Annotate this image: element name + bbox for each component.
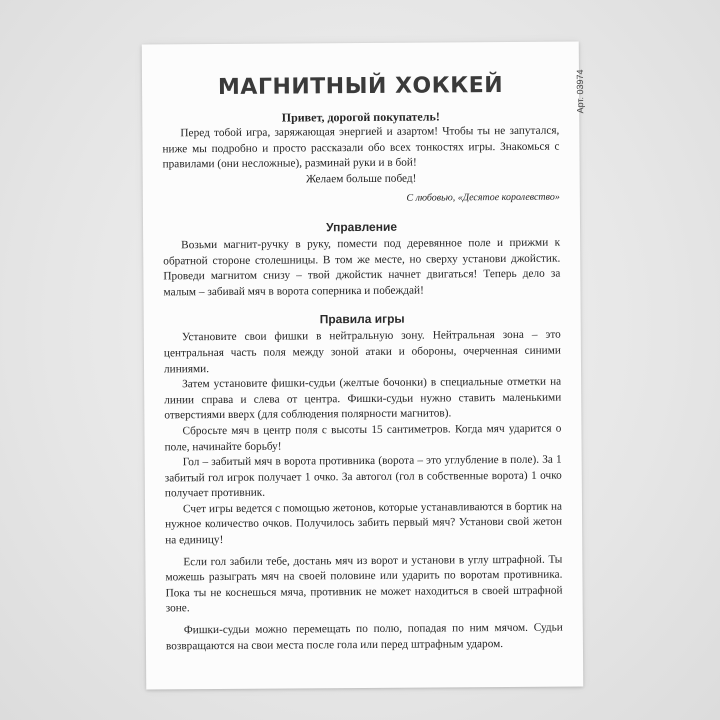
section-heading-rules: Правила игры [319,312,405,327]
signature: С любовью, «Десятое королевство» [406,191,560,205]
sheet-content [162,42,563,655]
control-paragraph: Возьми магнит-ручку в руку, помести под деревянное поле и прижми к обратной стороне столешницы. В том же месте, но сверху установи джойстик. Проведи магнитом снизу – твой джойстик начнет двигаться! Теперь дело за малым – забивай мяч в ворота соперника и побеждай! [163,236,561,299]
greeting: Привет, дорогой покупатель! [281,109,440,125]
rules-paragraph-4: Гол – забитый мяч в ворота противника (ворота – это углубление в поле). За 1 забитый гол игрок получает 1 очко. За автогол (гол в собственные ворота) 1 очко получает противник. [164,453,562,500]
article-number: Арт. 03974 [574,69,586,114]
rules-paragraph-3: Сбросьте мяч в центр поля с высоты 15 сантиметров. Когда мяч ударится о поле, начинайте борьбу! [164,422,562,453]
rules-paragraph-7: Фишки-судьи можно перемещать по полю, попадая по ним мячом. Судьи возвращаются на свои места после гола или перед штрафным ударом. [165,621,563,653]
section-heading-control: Управление [326,219,398,235]
document-title: МАГНИТНЫЙ ХОККЕЙ [217,73,504,101]
rules-paragraph-6: Если гол забили тебе, достань мяч из ворот и установи в углу штрафной. Ты можешь разыграть мяч на своей половине или ударить по воротам противника. Пока ты не коснешься мяча, противник не может находиться в своей штрафной зоне. [165,553,563,615]
rules-paragraph-1: Установите свои фишки в нейтральную зону. Нейтральная зона – это центральная часть поля между зоной атаки и обороны, очерченная синими линиями. [163,328,561,375]
instruction-sheet [142,41,586,689]
rules-paragraph-2: Затем установите фишки-судьи (желтые бочонки) в специальные отметки на линии справа и слева от центра. Фишки-судьи нужно ставить маленькими отверстиями вверх (для соблюдения полярности магнитов). [164,375,562,422]
wish-line: Желаем больше побед! [305,172,417,186]
intro-paragraph: Перед тобой игра, заряжающая энергией и азартом! Чтобы ты не запутался, ниже мы подробно и просто рассказали обо всех тонкостях игры. Знакомься с правилами (они несложные), разминай руки и в бой! [162,124,560,171]
rules-paragraph-5: Счет игры ведется с помощью жетонов, которые устанавливаются в бортик на нужное количество очков. Получилось забить первый мяч? Установи свой жетон на единицу! [165,500,563,547]
